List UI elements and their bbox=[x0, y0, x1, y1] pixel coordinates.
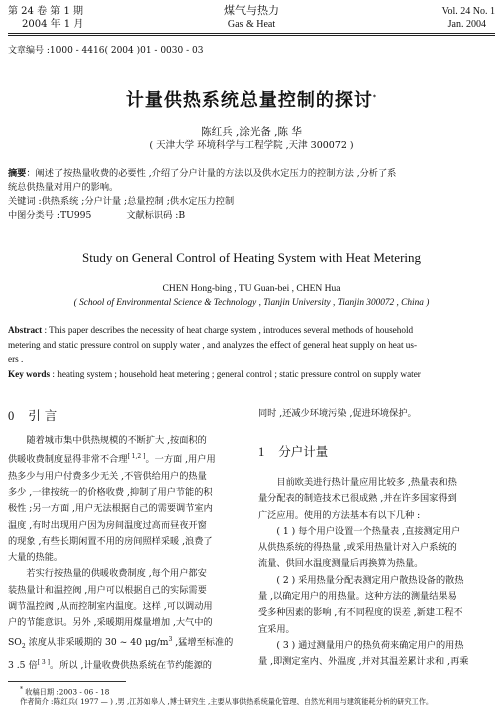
authors-en: CHEN Hong-bing , TU Guan-bei , CHEN Hua bbox=[162, 284, 341, 294]
section-0-heading bbox=[8, 406, 57, 424]
keywords-en-label: Key words bbox=[8, 368, 51, 379]
header-journal-en: Gas & Heat bbox=[227, 19, 276, 30]
title-footnote-mark: * bbox=[372, 94, 378, 101]
left-p1-l6: 温度 ,有时出现用户因为房间温度过高而昼夜开窗 bbox=[8, 519, 207, 531]
left-p1-l2 bbox=[8, 449, 244, 468]
abstract-cn-label: 摘要 bbox=[8, 168, 27, 179]
citation-3: [ 3 ] bbox=[37, 658, 50, 666]
right-item1-l3: 流量、供回水温度测量后再换算为热量。 bbox=[258, 558, 424, 570]
right-item3-l1: ( 3 ) 通过测量用户的热负荷来确定用户的用热 bbox=[276, 639, 464, 651]
left-p2-l2: 装热量计和温控阀 ,用户可以根据自己的实际需要 bbox=[8, 584, 207, 596]
left-p1-l5: 极性 ;另一方面 ,用户无法根据自己的需要调节室内 bbox=[8, 503, 213, 515]
affiliation-en: ( School of Environmental Science & Technology , Tianjin University , Tianjin 300072 , China ) bbox=[73, 298, 430, 308]
section-1-heading bbox=[258, 442, 328, 460]
abstract-cn-line1 bbox=[8, 167, 495, 181]
right-item2-l4: 宜采用。 bbox=[258, 623, 295, 635]
header-journal-cn: 煤气与热力 bbox=[224, 4, 279, 17]
clc-number: 中图分类号 :TU995 bbox=[8, 210, 92, 221]
left-p1-l1: 随着城市集中供热规模的不断扩大 ,按面积的 bbox=[26, 435, 207, 446]
left-p2-l1: 若实行按热量的供暖收费制度 ,每个用户都安 bbox=[26, 568, 207, 580]
left-paragraph-1 bbox=[8, 433, 244, 674]
authors-cn: 陈红兵 ,涂光备 ,陈 华 bbox=[201, 126, 302, 138]
section-0-title: 引 言 bbox=[28, 408, 58, 423]
left-p2-l5-text: 浓度从非采暖期的 30 ~ 40 μg/m bbox=[25, 636, 169, 648]
left-p2-l5-text-c: ,猛增至标准的 bbox=[172, 636, 234, 648]
right-item2-l1: ( 2 ) 采用热量分配表测定用户散热设备的散热 bbox=[276, 574, 464, 586]
title-cn-text: 计量供热系统总量控制的探讨 bbox=[125, 90, 373, 111]
header-volume-en: Vol. 24 No. 1 bbox=[441, 6, 495, 17]
keywords-en bbox=[8, 367, 495, 382]
left-p2-l3: 调节温控阀 ,从而控制室内温度。这样 ,可以调动用 bbox=[8, 601, 213, 613]
left-p1-l2-text: 供暖收费制度显得非常不合理 bbox=[8, 454, 128, 466]
abstract-cn bbox=[8, 167, 495, 223]
abstract-en-line3: ers . bbox=[8, 354, 24, 364]
right-item1-l2: 从供热系统的得热量 ,或采用热量计对入户系统的 bbox=[258, 542, 457, 554]
header-volume: 第 24 卷 第 1 期 bbox=[8, 6, 83, 17]
left-p2-l4: 户的节能意识。另外 ,采暖期用煤量增加 ,大气中的 bbox=[8, 617, 213, 629]
keywords-en-text: : heating system ; household heat metering ; general control ; static pressure control on supply water bbox=[50, 368, 421, 379]
right-intro-line: 同时 ,还减少环境污染 ,促进环境保护。 bbox=[258, 408, 417, 419]
left-p1-l3: 热多少与用户付费多少无关 ,不管供给用户的热量 bbox=[8, 470, 207, 482]
affiliation-cn: ( 天津大学 环境科学与工程学院 ,天津 300072 ) bbox=[149, 140, 354, 151]
abstract-en-label: Abstract bbox=[8, 325, 43, 335]
so2-subscript: 2 bbox=[21, 642, 26, 650]
footnote bbox=[8, 685, 495, 707]
received-date bbox=[8, 685, 495, 697]
header-date: 2004 年 1 月 bbox=[22, 19, 84, 30]
footnote-mark: * bbox=[20, 686, 23, 693]
right-intro bbox=[258, 406, 495, 422]
abstract-en-text-1: : This paper describes the necessity of heat charge system , introduces several methods of household bbox=[42, 325, 414, 335]
abstract-cn-line2: 统总供热量对用户的影响。 bbox=[8, 182, 119, 193]
abstract-cn-text-1: ：阐述了按热量收费的必要性 ,介绍了分户计量的方法以及供水定压力的控制方法 ,分析了系 bbox=[26, 168, 397, 179]
section-1-title: 分户计量 bbox=[278, 444, 329, 459]
left-p1-l8: 大量的热能。 bbox=[8, 552, 64, 564]
article-number: 文章编号 :1000 - 4416( 2004 )01 - 0030 - 03 bbox=[8, 46, 204, 56]
left-p2-l6 bbox=[8, 655, 244, 674]
left-p1-l4: 多少 ,一律按统一的价格收费 ,抑制了用户节能的积 bbox=[8, 486, 213, 498]
document-code: 文献标识码 :B bbox=[126, 210, 186, 221]
right-column-body bbox=[258, 475, 495, 671]
received-date-text: 收稿日期 :2003 - 06 - 18 bbox=[25, 687, 110, 697]
section-0-number: 0 bbox=[8, 409, 15, 423]
right-item2-l2: 量 ,以确定用户的用热量。这种方法的测量结果易 bbox=[258, 591, 457, 603]
right-item3-l2: 量 ,即测定室内、外温度 ,并对其温差累计求和 ,再乘 bbox=[258, 656, 469, 668]
abstract-en-line2: metering and static pressure control on supply water , and analyzes the effect of general heat supply on heat us- bbox=[8, 339, 418, 350]
header-rule-top bbox=[8, 33, 495, 34]
left-p2-l5 bbox=[8, 632, 244, 655]
classification-line bbox=[8, 209, 495, 223]
section-1-number: 1 bbox=[258, 445, 265, 459]
citation-1-2: [ 1,2 ] bbox=[127, 453, 146, 461]
abstract-en bbox=[8, 323, 495, 381]
header-date-en: Jan. 2004 bbox=[447, 19, 486, 30]
keywords-cn: 关键词 :供热系统 ;分户计量 ;总量控制 ;供水定压力控制 bbox=[8, 196, 235, 207]
left-p2-l6-text: 3 .5 倍 bbox=[8, 659, 38, 671]
right-p1-l2: 量分配表的制造技术已很成熟 ,并在许多国家得到 bbox=[258, 493, 457, 505]
left-p1-l2-text-b: 。一方面 ,用户用 bbox=[145, 454, 216, 466]
footnote-rule bbox=[8, 681, 126, 682]
left-p2-l6-text-b: 。所以 ,计量收费供热系统在节约能源的 bbox=[49, 659, 212, 671]
title-en: Study on General Control of Heating System with Heat Metering bbox=[81, 250, 422, 265]
left-p1-l7: 的现象 ,有些长期闲置不用的房间照样采暖 ,浪费了 bbox=[8, 535, 213, 547]
right-item1-l1: ( 1 ) 每个用户设置一个热量表 ,直接测定用户 bbox=[276, 525, 461, 537]
title-cn bbox=[60, 86, 443, 112]
right-p1-l1: 目前欧美进行热计量应用比较多 ,热量表和热 bbox=[276, 477, 457, 488]
author-bio: 作者简介 :陈红兵( 1977 — ) ,男 ,江苏如皋人 ,博士研究生 ,主要从事供热系统量化管理、自然光利用与建筑能耗分析的研究工作。 bbox=[20, 697, 434, 707]
abstract-en-line1 bbox=[8, 323, 495, 338]
so2-text: SO bbox=[8, 636, 22, 648]
unit-superscript: 3 bbox=[168, 635, 173, 643]
header-rule-bottom bbox=[8, 35, 495, 36]
right-p1-l3: 广泛应用。使用的方法基本有以下几种 : bbox=[258, 509, 421, 521]
right-item2-l3: 受多种因素的影响 ,有不同程度的误差 ,新建工程不 bbox=[258, 607, 463, 619]
